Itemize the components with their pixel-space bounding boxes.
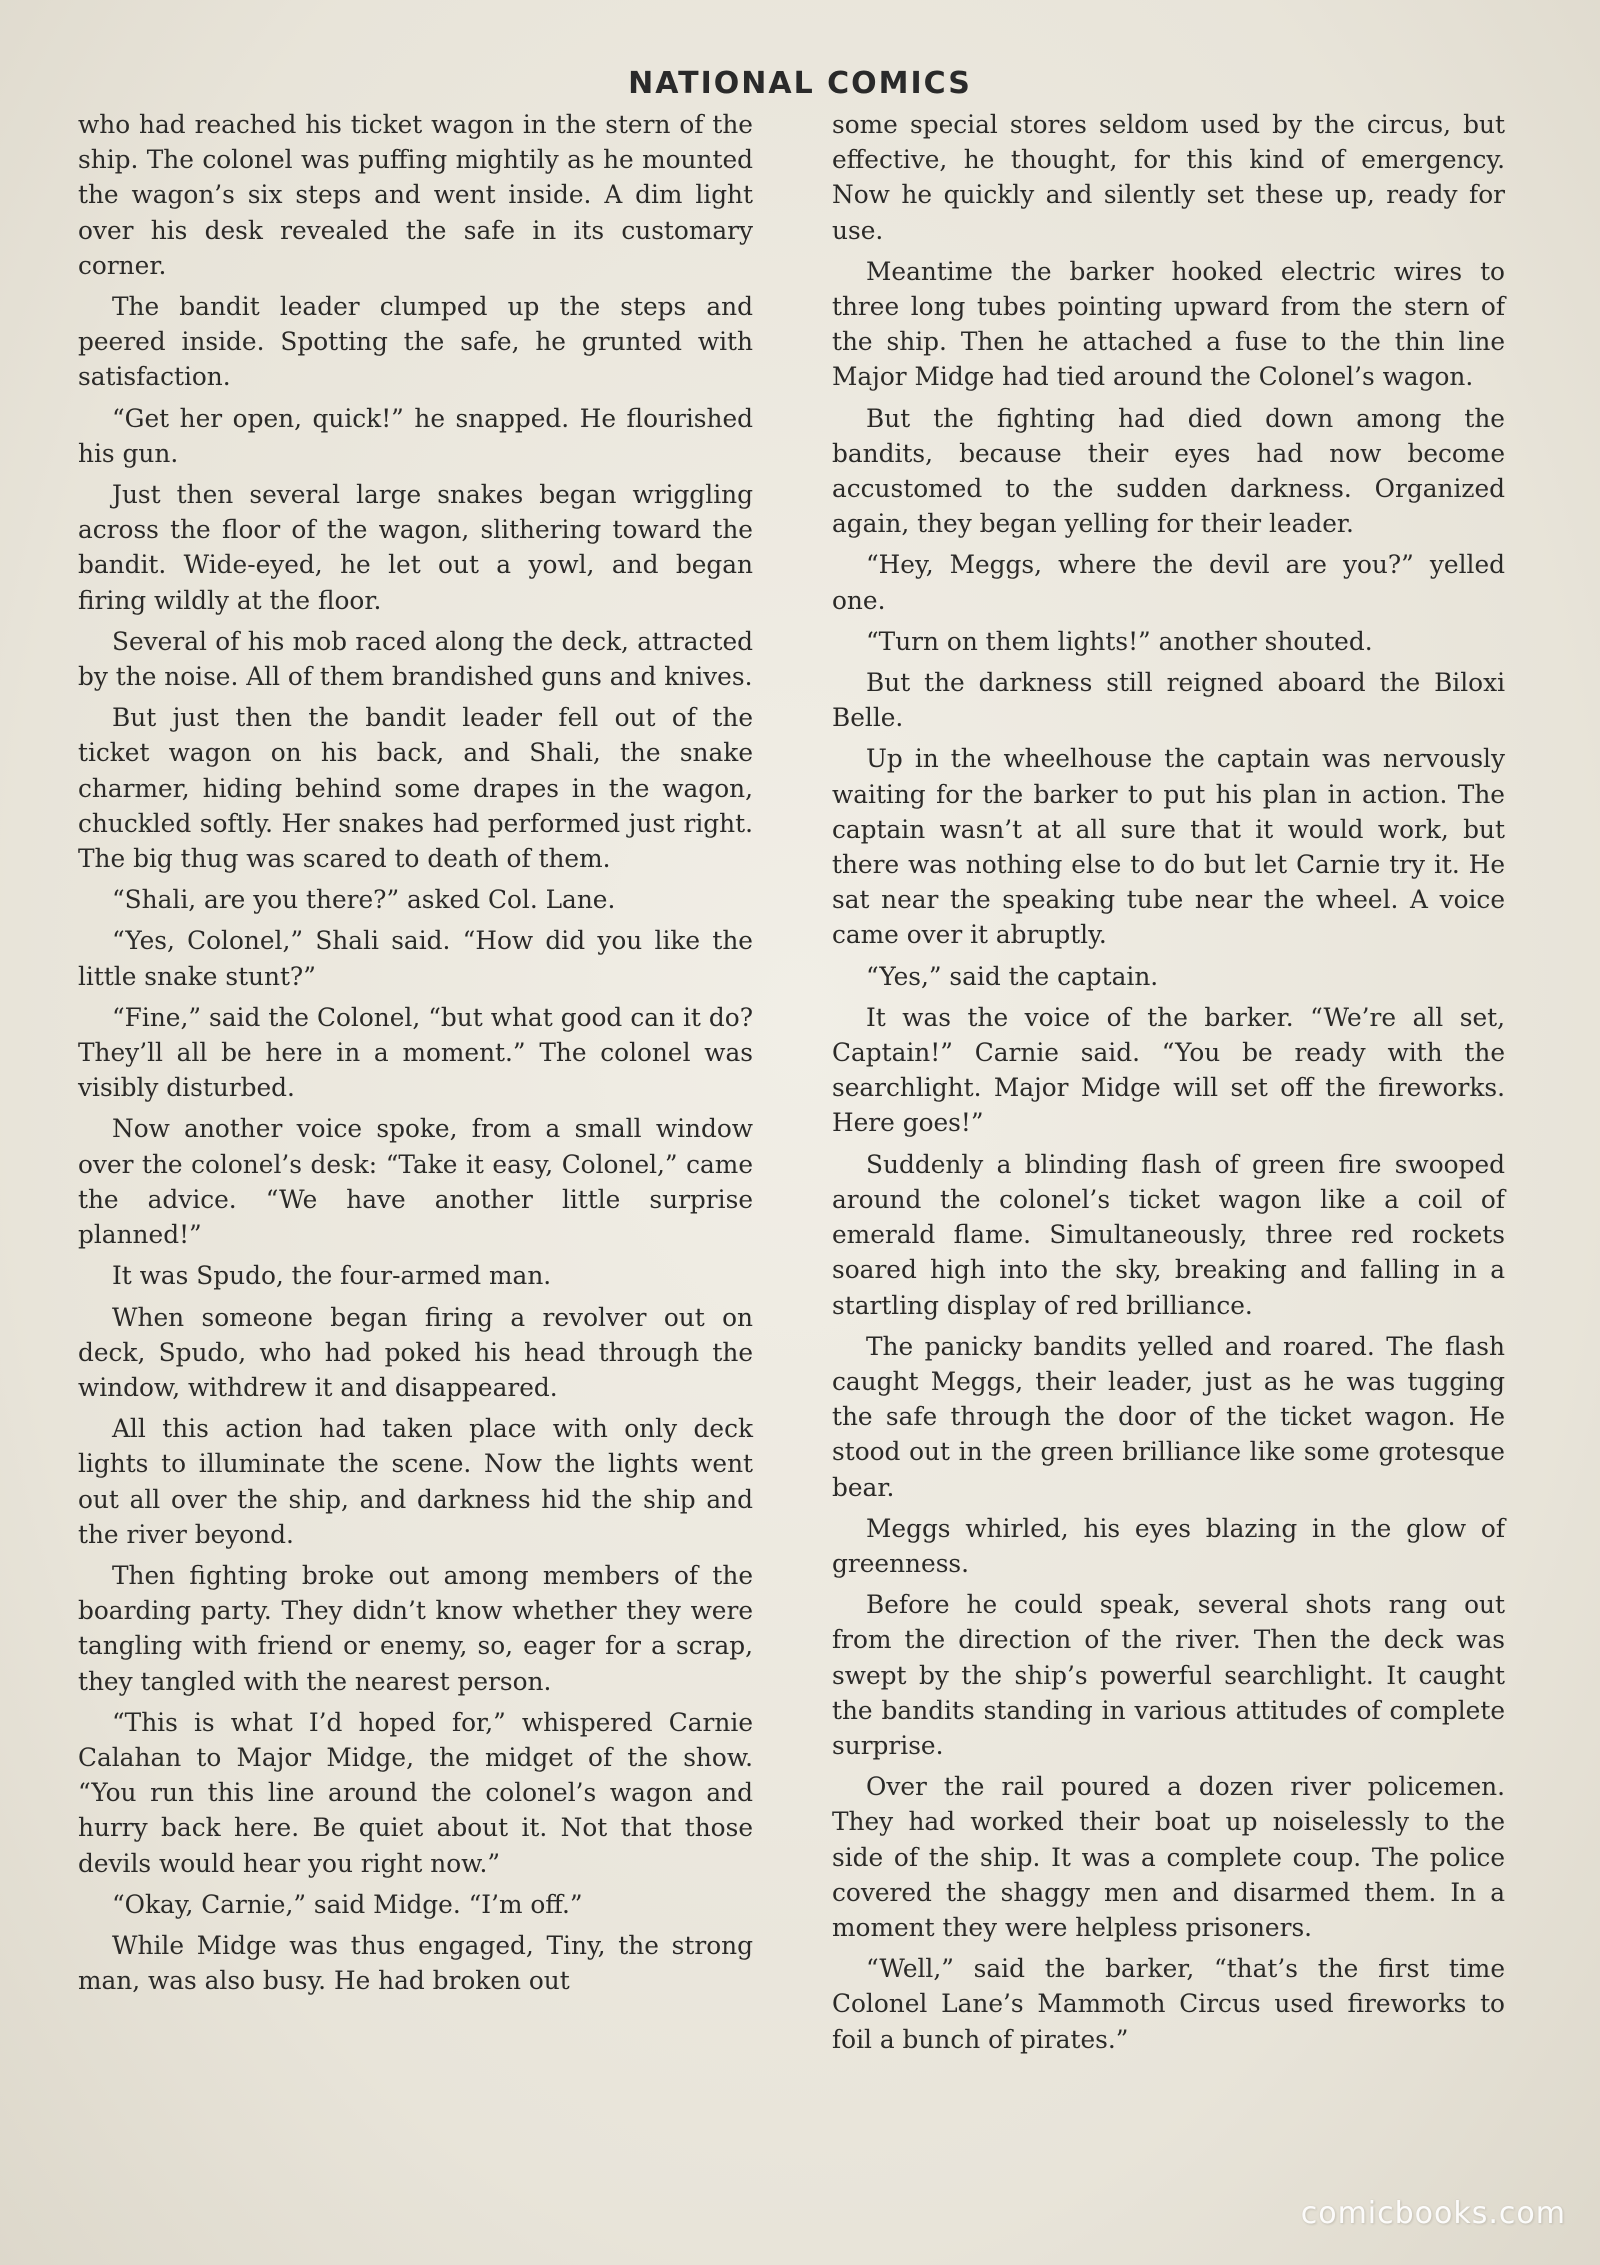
watermark: comicbooks.com [1300, 2196, 1566, 2231]
paragraph: The bandit leader clumped up the steps and peered inside. Spotting the safe, he grunted with satisfaction. [78, 292, 753, 392]
paragraph: who had reached his ticket wagon in the stern of the ship. The colonel was puffing mightily as he mounted the wagon’s six steps and went inside. A dim light over his desk revealed the safe in its customary corner. [78, 110, 753, 280]
paragraph: It was the voice of the barker. “We’re all set, Captain!” Carnie said. “You be ready with the searchlight. Major Midge will set off the fireworks. Here goes!” [832, 1002, 1505, 1138]
right-column [832, 107, 1505, 2063]
paragraph: Then fighting broke out among members of the boarding party. They didn’t know whether they were tangling with friend or enemy, so, eager for a scrap, they tangled with the nearest person. [78, 1560, 753, 1696]
paragraph: Meggs whirled, his eyes blazing in the glow of greenness. [832, 1513, 1505, 1578]
paragraph: Several of his mob raced along the deck, attracted by the noise. All of them brandished guns and knives. [78, 626, 753, 692]
paragraph: “Get her open, quick!” he snapped. He flourished his gun. [78, 403, 753, 468]
paragraph: “This is what I’d hoped for,” whispered Carnie Calahan to Major Midge, the midget of the show. “You run this line around the colonel’s wagon and hurry back here. Be quiet about it. Not that those devils would hear you right now.” [78, 1707, 753, 1878]
paragraph: “Hey, Meggs, where the devil are you?” yelled one. [832, 550, 1505, 615]
paragraph: “Yes,” said the captain. [866, 961, 1159, 991]
paragraph: All this action had taken place with only deck lights to illuminate the scene. Now the lights went out all over the ship, and darkness hid the ship and the river beyond. [78, 1414, 753, 1549]
paragraph: Now another voice spoke, from a small window over the colonel’s desk: “Take it easy, Colonel,” came the advice. “We have another little surprise planned!” [78, 1114, 753, 1250]
paragraph: When someone began firing a revolver out on deck, Spudo, who had poked his head through the window, withdrew it and disappeared. [78, 1302, 753, 1402]
paragraph: Just then several large snakes began wriggling across the floor of the wagon, slithering toward the bandit. Wide-eyed, he let out a yowl, and began firing wildly at the floor. [78, 480, 753, 615]
left-column [78, 107, 753, 2004]
paragraph: “Shali, are you there?” asked Col. Lane. [112, 885, 616, 915]
paragraph: But the fighting had died down among the bandits, because their eyes had now become accustomed to the sudden darkness. Organized again, they began yelling for their leader. [832, 403, 1505, 539]
paragraph: some special stores seldom used by the circus, but effective, he thought, for this kind of emergency. Now he quickly and silently set these up, ready for use. [832, 110, 1505, 245]
paragraph: “Turn on them lights!” another shouted. [866, 626, 1373, 656]
paragraph: While Midge was thus engaged, Tiny, the strong man, was also busy. He had broken out [78, 1930, 753, 1996]
paragraph: But the darkness still reigned aboard the Biloxi Belle. [832, 668, 1505, 733]
paragraph: “Yes, Colonel,” Shali said. “How did you like the little snake stunt?” [78, 926, 753, 991]
paragraph: Meantime the barker hooked electric wires to three long tubes pointing upward from the stern of the ship. Then he attached a fuse to the thin line Major Midge had tied around the Colonel’s wagon. [832, 256, 1505, 392]
paragraph: But just then the bandit leader fell out of the ticket wagon on his back, and Shali, the snake charmer, hiding behind some drapes in the wagon, chuckled softly. Her snakes had performed just right. The big thug was scared to death of them. [78, 703, 753, 874]
paragraph: “Fine,” said the Colonel, “but what good can it do? They’ll all be here in a moment.” The colonel was visibly disturbed. [78, 1002, 753, 1103]
paragraph: “Well,” said the barker, “that’s the first time Colonel Lane’s Mammoth Circus used fireworks to foil a bunch of pirates.” [832, 1954, 1505, 2054]
paragraph: It was Spudo, the four-armed man. [112, 1261, 552, 1291]
paragraph: Up in the wheelhouse the captain was nervously waiting for the barker to put his plan in action. The captain wasn’t at all sure that it would work, but there was nothing else to do but let Carnie try it. He sat near the speaking tube near the wheel. A voice came over it abruptly. [832, 744, 1505, 950]
paragraph: Before he could speak, several shots rang out from the direction of the river. Then the deck was swept by the ship’s powerful searchlight. It caught the bandits standing in various attitudes of complete surprise. [832, 1590, 1505, 1760]
paragraph: Suddenly a blinding flash of green fire swooped around the colonel’s ticket wagon like a coil of emerald flame. Simultaneously, three red rockets soared high into the sky, breaking and falling in a startling display of red brilliance. [832, 1149, 1505, 1320]
paragraph: Over the rail poured a dozen river policemen. They had worked their boat up noiselessly to the side of the ship. It was a complete coup. The police covered the shaggy men and disarmed them. In a moment they were helpless prisoners. [832, 1772, 1505, 1942]
paragraph: The panicky bandits yelled and roared. The flash caught Meggs, their leader, just as he was tugging the safe through the door of the ticket wagon. He stood out in the green brilliance like some grotesque bear. [832, 1331, 1505, 1502]
paragraph: “Okay, Carnie,” said Midge. “I’m off.” [112, 1889, 583, 1919]
page-header: NATIONAL COMICS [628, 66, 972, 101]
